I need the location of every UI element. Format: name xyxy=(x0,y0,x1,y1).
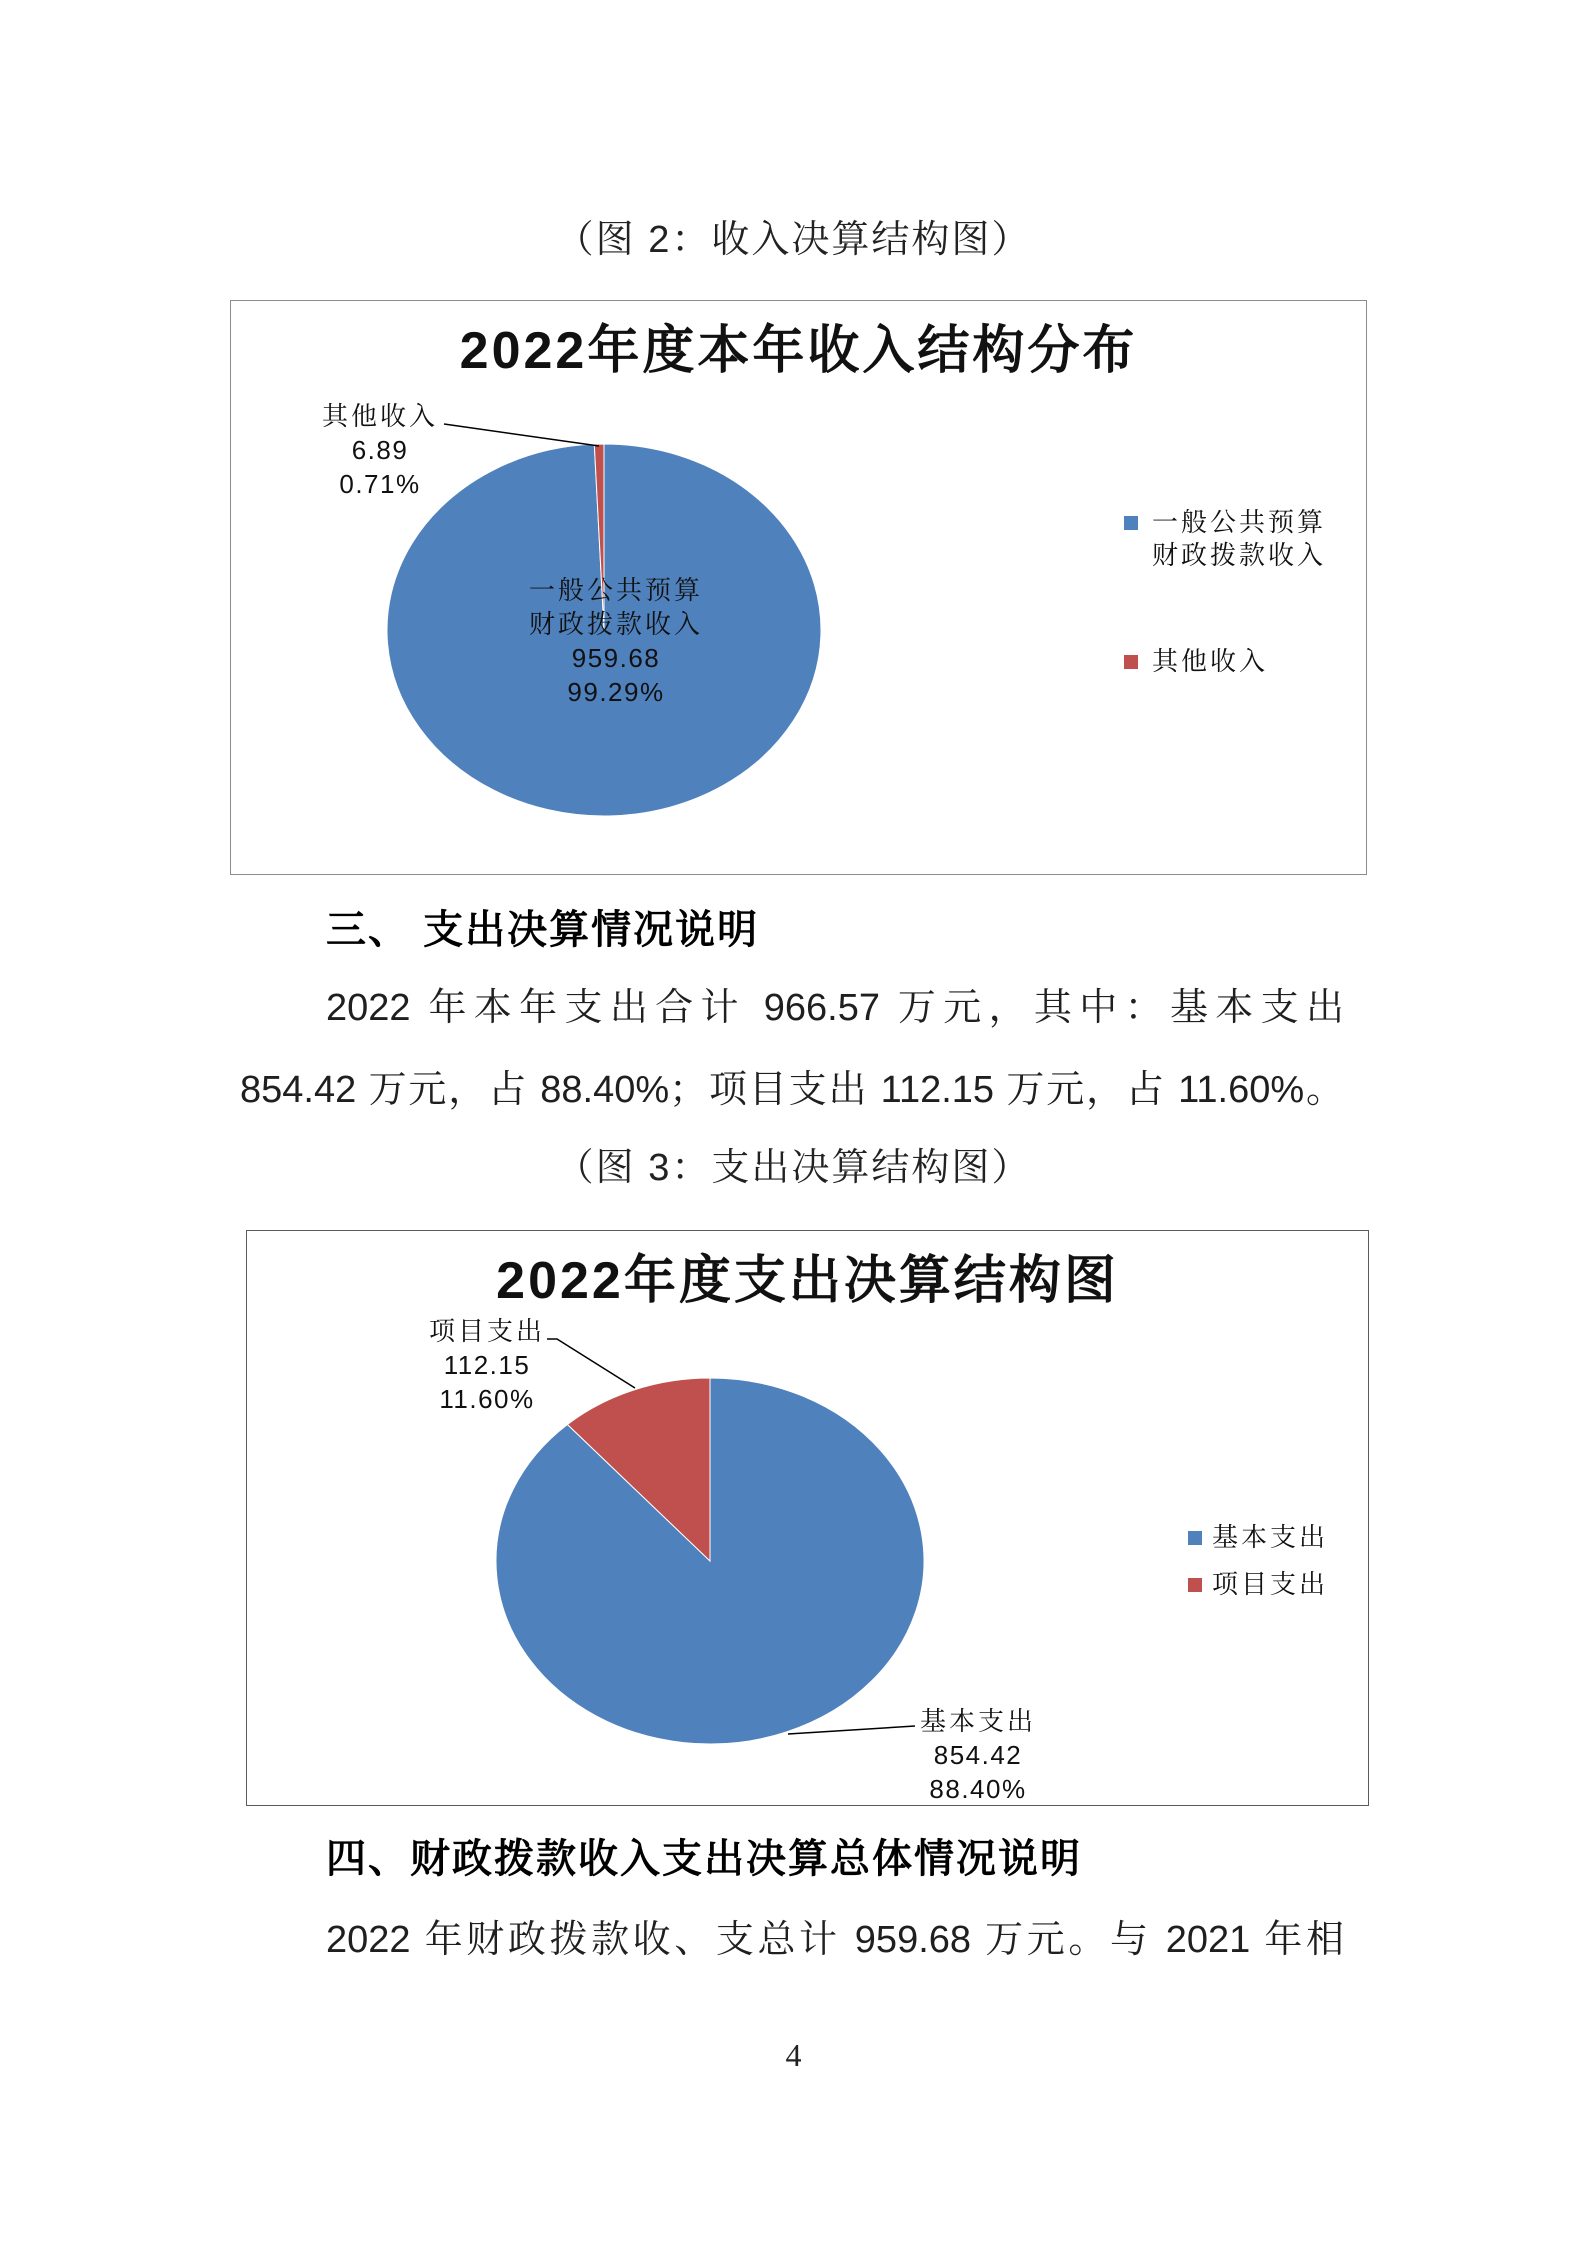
data-label-name-line-1: 一般公共预算 xyxy=(528,575,703,605)
expenditure-pie xyxy=(496,1378,924,1744)
legend-item-other-income xyxy=(1152,645,1268,678)
legend-label-line-1: 一般公共预算 xyxy=(1152,507,1327,537)
expenditure-pie-canvas xyxy=(247,1231,1370,1807)
expenditure-structure-chart xyxy=(246,1230,1369,1806)
figure-3-caption: （图 3：支出决算结构图） xyxy=(555,1147,1032,1189)
data-label-percent: 0.71% xyxy=(339,469,421,499)
income-pie-canvas xyxy=(231,301,1368,876)
legend-swatch-general-budget xyxy=(1124,516,1138,530)
data-label-percent: 88.40% xyxy=(929,1774,1027,1804)
section-3-heading: 三、 支出决算情况说明 xyxy=(326,908,760,952)
leader-line-basic-expenditure xyxy=(788,1726,915,1734)
legend-item-basic-expenditure xyxy=(1212,1521,1328,1554)
legend-swatch-other-income xyxy=(1124,655,1138,669)
leader-line-other-income xyxy=(444,424,599,446)
legend-item-project-expenditure xyxy=(1212,1568,1328,1601)
data-label-name: 基本支出 xyxy=(919,1706,1036,1736)
income-structure-chart xyxy=(230,300,1367,875)
data-label-name-line-2: 财政拨款收入 xyxy=(528,609,703,639)
legend-swatch-project-expenditure xyxy=(1188,1578,1202,1592)
leader-line-project-expenditure xyxy=(547,1339,635,1388)
legend-swatch-basic-expenditure xyxy=(1188,1531,1202,1545)
legend-label-line-2: 财政拨款收入 xyxy=(1152,540,1327,570)
data-label-general-budget-appropriation xyxy=(506,573,726,709)
data-label-value: 959.68 xyxy=(571,643,661,673)
legend-label: 项目支出 xyxy=(1212,1569,1329,1599)
data-label-percent: 11.60% xyxy=(439,1384,535,1414)
legend-item-general-budget xyxy=(1152,506,1326,572)
data-label-other-income xyxy=(310,399,450,501)
paragraph-line: 2022 年财政拨款收、支总计 959.68 万元。与 2021 年相 xyxy=(326,1919,1344,1961)
paragraph-line: 2022 年本年支出合计 966.57 万元，其中：基本支出 xyxy=(326,987,1344,1029)
legend-label: 其他收入 xyxy=(1152,646,1269,676)
data-label-value: 854.42 xyxy=(933,1740,1023,1770)
chart-title: 2022年度支出决算结构图 xyxy=(496,1252,1119,1310)
legend-label: 基本支出 xyxy=(1212,1522,1329,1552)
data-label-name: 项目支出 xyxy=(428,1316,545,1346)
data-label-value: 6.89 xyxy=(351,435,409,465)
data-label-basic-expenditure xyxy=(908,1704,1048,1806)
figure-2-caption: （图 2：收入决算结构图） xyxy=(555,219,1032,261)
paragraph-line: 854.42 万元，占 88.40%；项目支出 112.15 万元，占 11.60%。 xyxy=(240,1069,1344,1111)
data-label-percent: 99.29% xyxy=(567,677,665,707)
chart-title: 2022年度本年收入结构分布 xyxy=(459,322,1138,380)
data-label-project-expenditure xyxy=(417,1314,557,1416)
data-label-value: 112.15 xyxy=(443,1350,531,1380)
data-label-name: 其他收入 xyxy=(321,401,438,431)
page-number: 4 xyxy=(785,2037,802,2073)
section-4-heading: 四、财政拨款收入支出决算总体情况说明 xyxy=(326,1837,1082,1881)
